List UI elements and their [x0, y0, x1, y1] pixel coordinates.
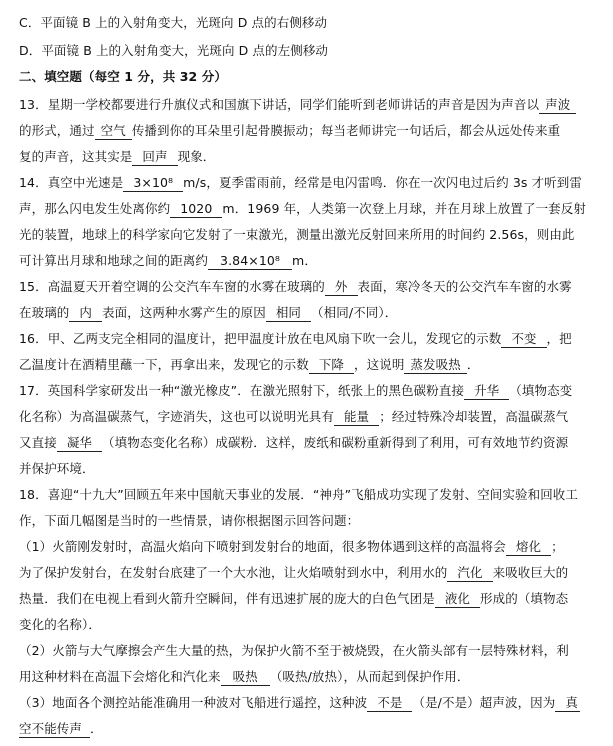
- text: 表面，这两种水雾产生的原因: [102, 305, 266, 320]
- q14-line-2: [19, 198, 607, 220]
- q16-line-1: [19, 328, 607, 350]
- text: 来吸收巨大的: [492, 565, 569, 580]
- text: （相同/不同）．: [311, 305, 398, 320]
- q14-line-3: 光的装置，地球上的科学家向它发射了一束激光，测量出激光反射回来所用的时间约 2.56s，则由此: [19, 227, 575, 242]
- text: （填物态变: [509, 383, 573, 398]
- answer-blank: 能量: [334, 409, 379, 426]
- answer-blank: 3×10⁸: [123, 175, 183, 192]
- option-c: C．平面镜 B 上的入射角变大，光斑向 D 点的右侧移动: [19, 15, 328, 30]
- q17-line-4: 并保护环境．: [19, 461, 95, 476]
- q17-line-1: [19, 380, 607, 402]
- text: m/s，夏季雷雨前，经常是电闪雷鸣．你在一次闪电过后约 3s 才听到雷: [183, 175, 582, 190]
- text: 13．星期一学校都要进行升旗仪式和国旗下讲话，同学们能听到老师讲话的声音是因为声音以: [19, 97, 540, 112]
- answer-blank: 相同: [266, 305, 311, 322]
- q14-line-1: [19, 172, 607, 194]
- text: ，这说明: [354, 357, 405, 372]
- answer-blank: 熔化: [506, 539, 551, 556]
- text: （是/不是）超声波，因为: [412, 695, 556, 710]
- text: （1）火箭刚发射时，高温火焰向下喷射到发射台的地面，很多物体遇到这样的高温将会: [19, 539, 506, 554]
- answer-blank: 空气: [95, 123, 132, 140]
- q18-part1-line-2: [19, 562, 607, 584]
- q15-line-1: [19, 276, 607, 298]
- q17-line-2: [19, 406, 607, 428]
- text: 声，那么闪电发生处离你约: [19, 201, 171, 216]
- text: 复的声音，这其实是: [19, 149, 133, 164]
- text: m．: [292, 253, 317, 268]
- text: （填物态变化名称）成碳粉．这样，废纸和碳粉重新得到了利用，可有效地节约资源: [102, 435, 569, 450]
- q14-line-4: [19, 250, 607, 272]
- q16-line-2: [19, 354, 607, 376]
- answer-blank: 液化: [435, 591, 480, 608]
- text: ．: [466, 357, 480, 372]
- answer-blank: 声波: [539, 97, 576, 114]
- answer-blank: 不是: [367, 695, 412, 712]
- q15-line-2: [19, 302, 607, 324]
- text: ；经过特殊冷却装置，高温碳蒸气: [379, 409, 569, 424]
- text: m．1969 年，人类第一次登上月球，并在月球上放置了一套反射: [222, 201, 586, 216]
- q18-part2-line-2: [19, 666, 607, 688]
- text: 传播到你的耳朵里引起骨膜振动；每当老师讲完一句话后，都会从远处传来重: [131, 123, 561, 138]
- text: ，把: [546, 331, 572, 346]
- text: 14．真空中光速是: [19, 175, 124, 190]
- q17-line-3: [19, 432, 607, 454]
- text: （3）地面各个测控站能准确用一种波对飞船进行遥控，这种波: [19, 695, 368, 710]
- q13-line-1: [19, 94, 607, 116]
- answer-blank: 下降: [309, 357, 354, 374]
- text: 现象．: [177, 149, 216, 164]
- option-d: D．平面镜 B 上的入射角变大，光斑向 D 点的左侧移动: [19, 43, 329, 58]
- text: 可计算出月球和地球之间的距离约: [19, 253, 209, 268]
- q13-line-2: [19, 120, 607, 142]
- answer-blank: 升华: [464, 383, 509, 400]
- text: 形成的（填物态: [480, 591, 569, 606]
- text: 16．甲、乙两支完全相同的温度计，把甲温度计放在电风扇下吹一会儿，发现它的示数: [19, 331, 502, 346]
- answer-blank: 内: [69, 305, 102, 322]
- answer-blank: 回声: [132, 149, 177, 166]
- text: ．: [90, 721, 103, 736]
- q18-part3-line-1: [19, 692, 607, 714]
- q18-part1-line-3: [19, 588, 607, 610]
- text: 又直接: [19, 435, 57, 450]
- text: 热量．我们在电视上看到火箭升空瞬间，伴有迅速扩展的庞大的白色气团是: [19, 591, 435, 606]
- text: 在玻璃的: [19, 305, 70, 320]
- answer-blank: 真: [555, 695, 580, 712]
- text: ；: [551, 539, 564, 554]
- text: 15．高温夏天开着空调的公交汽车车窗的水雾在玻璃的: [19, 279, 325, 294]
- text: 表面，寒冷冬天的公交汽车车窗的水雾: [357, 279, 572, 294]
- answer-blank: 3.84×10⁸: [208, 253, 292, 270]
- text: 17．英国科学家研发出一种“激光橡皮”．在激光照射下，纸张上的黑色碳粉直接: [19, 383, 465, 398]
- answer-blank: 吸热: [221, 669, 270, 686]
- answer-blank: 凝华: [57, 435, 102, 452]
- q18-line-1: 18．喜迎“十九大”回顾五年来中国航天事业的发展．“神舟”飞船成功实现了发射、空间实验和回收工: [19, 487, 579, 502]
- q13-line-3: [19, 146, 607, 168]
- answer-blank: 不变: [501, 331, 546, 348]
- q18-part2-line-1: （2）火箭与大气摩擦会产生大量的热，为保护火箭不至于被烧毁，在火箭头部有一层特殊材料，利: [19, 643, 569, 658]
- q18-part1-line-1: [19, 536, 607, 558]
- text: （吸热/放热），从而起到保护作用．: [269, 669, 470, 684]
- text: 的形式，通过: [19, 123, 95, 138]
- answer-blank: 空不能传声: [19, 721, 90, 738]
- text: 为了保护发射台，在发射台底建了一个大水池，让火焰喷射到水中，利用水的: [19, 565, 448, 580]
- answer-blank: 外: [325, 279, 358, 296]
- q18-part1-line-4: 变化的名称）．: [19, 617, 101, 632]
- answer-blank: 汽化: [447, 565, 492, 582]
- section-title: 二、填空题（每空 1 分，共 32 分）: [19, 69, 228, 84]
- text: 乙温度计在酒精里蘸一下，再拿出来，发现它的示数: [19, 357, 309, 372]
- q18-line-2: 作，下面几幅图是当时的一些情景，请你根据图示回答问题：: [19, 513, 360, 528]
- answer-blank: 蒸发吸热: [404, 357, 466, 374]
- text: 化名称）为高温碳蒸气，字迹消失，这也可以说明光具有: [19, 409, 335, 424]
- answer-blank: 1020: [170, 201, 222, 218]
- text: 用这种材料在高温下会熔化和汽化来: [19, 669, 221, 684]
- q18-part3-line-2: [19, 718, 607, 740]
